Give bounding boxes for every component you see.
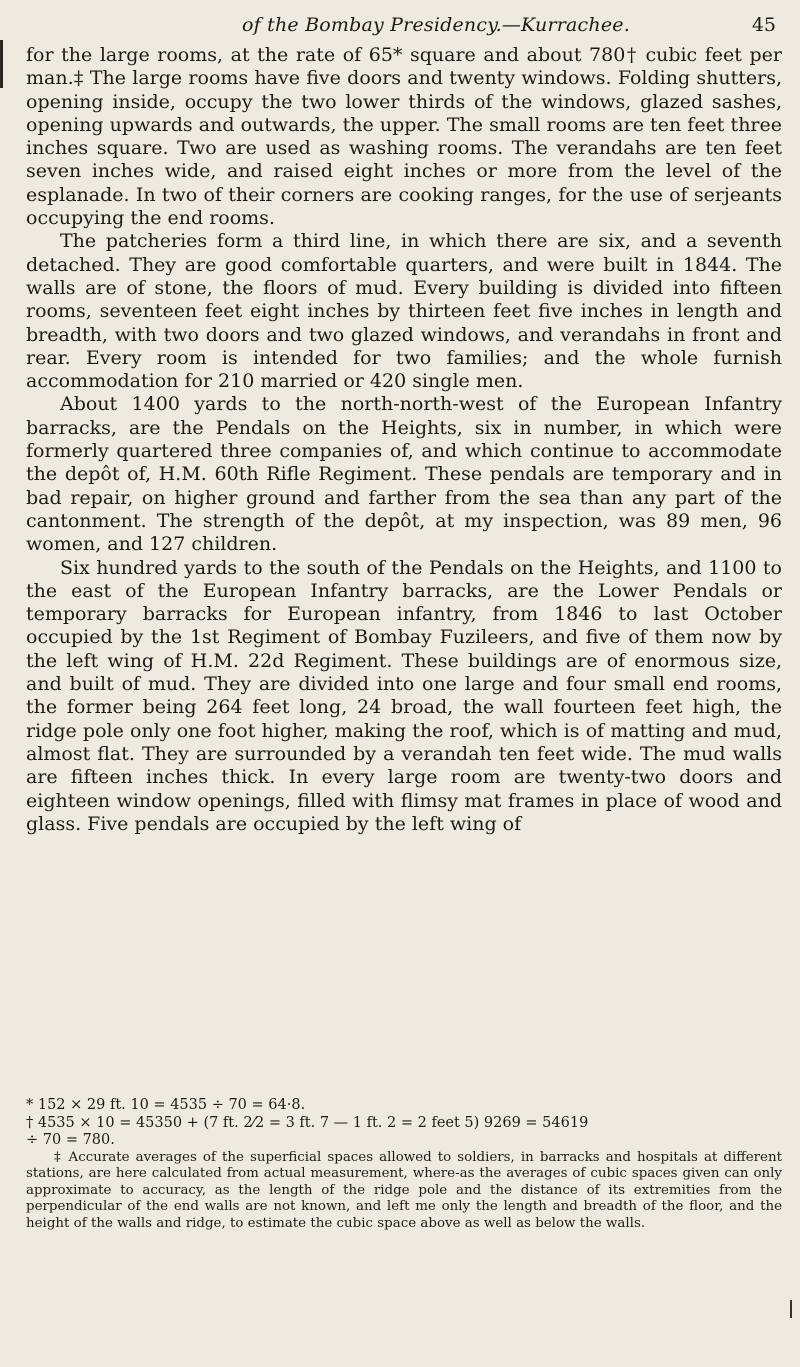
running-head-title: of the Bombay Presidency.—Kurrachee. xyxy=(242,14,630,36)
footnote-note: ‡ Accurate averages of the superficial spaces allowed to soldiers, in barracks and hospitals at different stations, are here calculated from actual measurement, where-as the averages of cubic spaces given can only approximate to accuracy, as the length of the ridge pole and the distance of its extremities from the perpendicular of the end walls are not known, and left me only the length and breadth of the floor, and the height of the walls and ridge, to estimate the cubic space above as well as below the walls. xyxy=(26,1149,782,1231)
paragraph: for the large rooms, at the rate of 65* square and about 780† cubic feet per man.‡ The large rooms have five doors and twenty windows. Folding shutters, opening inside, occupy the two lower thirds of the windows, glazed sashes, opening upwards and outwards, the upper. The small rooms are ten feet three inches square. Two are used as washing rooms. The verandahs are ten feet seven inches wide, and raised eight inches or more from the level of the esplanade. In two of their corners are cooking ranges, for the use of serjeants occupying the end rooms. xyxy=(26,44,782,230)
running-head xyxy=(96,14,776,38)
footnotes xyxy=(26,1097,782,1232)
page-edge-shadow xyxy=(0,40,3,88)
footnote-calculation: ÷ 70 = 780. xyxy=(26,1132,115,1148)
footnote-calculation: † 4535 × 10 = 45350 + (7 ft. 2⁄2 = 3 ft. 7 — 1 ft. 2 = 2 feet 5) 9269 = 54619 xyxy=(26,1114,589,1131)
paragraph: Six hundred yards to the south of the Pendals on the Heights, and 1100 to the east of the European Infantry barracks, are the Lower Pendals or temporary barracks for European infantry, from 1846 to last October occupied by the 1st Regiment of Bombay Fuzileers, and five of them now by the left wing of H.M. 22d Regiment. These buildings are of enormous size, and built of mud. They are divided into one large and four small end rooms, the former being 264 feet long, 24 broad, the wall fourteen feet high, the ridge pole only one foot higher, making the roof, which is of matting and mud, almost flat. They are surrounded by a verandah ten feet wide. The mud walls are fifteen inches thick. In every large room are twenty-two doors and eighteen window openings, filled with flimsy mat frames in place of wood and glass. Five pendals are occupied by the left wing of xyxy=(26,556,782,835)
page-edge-mark xyxy=(790,1300,792,1318)
page-number: 45 xyxy=(751,14,776,36)
footnote-calculation: * 152 × 29 ft. 10 = 4535 ÷ 70 = 64·8. xyxy=(26,1097,306,1113)
paragraph: The patcheries form a third line, in which there are six, and a seventh detached. They are good comfortable quarters, and were built in 1844. The walls are of stone, the floors of mud. Every building is divided into fifteen rooms, seventeen feet eight inches by thirteen feet five inches in length and breadth, with two doors and two glazed windows, and verandahs in front and rear. Every room is intended for two families; and the whole furnish accommodation for 210 married or 420 single men. xyxy=(26,230,782,393)
paragraph: About 1400 yards to the north-north-west of the European Infantry barracks, are the Pendals on the Heights, six in number, in which were formerly quartered three companies of, and which continue to accommodate the depôt of, H.M. 60th Rifle Regiment. These pendals are temporary and in bad repair, on higher ground and farther from the sea than any part of the cantonment. The strength of the depôt, at my inspection, was 89 men, 96 women, and 127 children. xyxy=(26,393,782,556)
body-text xyxy=(26,44,782,836)
